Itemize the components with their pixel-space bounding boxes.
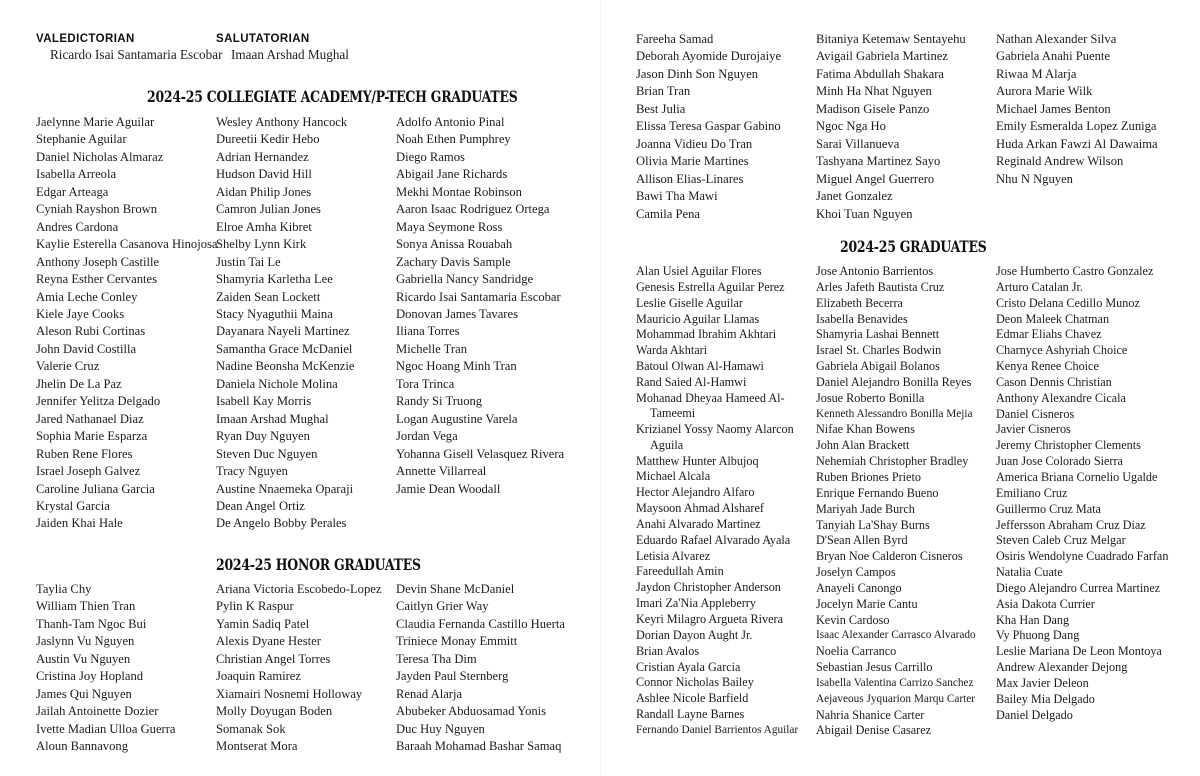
graduate-name: Sarai Villanueva xyxy=(816,136,900,151)
graduate-name: Ngoc Hoang Minh Tran xyxy=(396,359,517,374)
graduate-name: Jose Humberto Castro Gonzalez xyxy=(996,264,1154,278)
graduate-name: Noah Ethen Pumphrey xyxy=(396,132,511,147)
graduate-name: Aloun Bannavong xyxy=(36,739,128,754)
graduate-name: Ryan Duy Nguyen xyxy=(216,429,310,444)
graduate-name: Gabriela Anahi Puente xyxy=(996,49,1111,64)
graduate-name: Randall Layne Barnes xyxy=(636,707,745,722)
graduate-name: Jamie Dean Woodall xyxy=(396,481,501,496)
graduate-name: Edmar Eliahs Chavez xyxy=(996,327,1102,342)
graduate-name: Alexis Dyane Hester xyxy=(216,634,321,649)
graduate-name: De Angelo Bobby Perales xyxy=(216,516,347,531)
graduate-name: Caitlyn Grier Way xyxy=(396,599,489,614)
graduate-name: Charnyce Ashyriah Choice xyxy=(996,343,1128,358)
graduate-name: Fareeha Samad xyxy=(636,32,714,46)
graduate-name: Jailah Antoinette Dozier xyxy=(36,704,159,719)
graduate-name: Austin Vu Nguyen xyxy=(36,651,131,666)
graduate-name: Enrique Fernando Bueno xyxy=(816,485,939,500)
graduate-name: Anthony Joseph Castille xyxy=(36,254,160,269)
graduate-name: Kenya Renee Choice xyxy=(996,359,1099,374)
graduate-name: Max Javier Deleon xyxy=(996,675,1089,690)
graduate-name: Teresa Tha Dim xyxy=(396,651,477,666)
graduate-name: Shelby Lynn Kirk xyxy=(216,237,307,252)
graduate-name: Nhu N Nguyen xyxy=(996,171,1073,186)
graduates-heading: 2024-25 GRADUATES xyxy=(840,237,987,256)
graduate-name: Allison Elias-Linares xyxy=(636,171,744,186)
graduate-name: Aidan Philip Jones xyxy=(216,184,312,199)
graduate-name: Juan Jose Colorado Sierra xyxy=(996,454,1123,469)
graduate-name: Dorian Dayon Aught Jr. xyxy=(636,627,753,642)
graduate-name: Ruben Briones Prieto xyxy=(816,469,921,484)
graduate-name: Aaron Isaac Rodriguez Ortega xyxy=(396,202,550,217)
graduate-name: Alan Usiel Aguilar Flores xyxy=(636,264,762,278)
page-gutter xyxy=(600,0,601,776)
graduate-name: Jose Antonio Barrientos xyxy=(816,264,934,278)
graduate-name: Duc Huy Nguyen xyxy=(396,721,485,736)
graduate-name: Daniel Delgado xyxy=(996,707,1073,722)
honor-col-2 xyxy=(216,582,381,757)
graduate-name: Bitaniya Ketemaw Sentayehu xyxy=(816,32,966,46)
graduate-name: Jennifer Yelitza Delgado xyxy=(36,394,161,409)
graduate-name: Jaslynn Vu Nguyen xyxy=(36,634,135,649)
graduate-name: Mauricio Aguilar Llamas xyxy=(636,311,760,326)
graduate-name: Keyri Milagro Argueta Rivera xyxy=(636,611,783,626)
graduate-name: Josue Roberto Bonilla xyxy=(816,390,925,405)
graduate-name: Leslie Mariana De Leon Montoya xyxy=(996,644,1162,659)
graduate-name: Aurora Marie Wilk xyxy=(996,84,1093,99)
graduate-name: Isaac Alexander Carrasco Alvarado xyxy=(816,629,976,642)
graduate-name: Randy Si Truong xyxy=(396,394,483,409)
graduate-name: Miguel Angel Guerrero xyxy=(816,171,935,186)
graduate-name: Natalia Cuate xyxy=(996,565,1063,580)
graduate-name: Connor Nicholas Bailey xyxy=(636,675,754,690)
graduate-name: Hudson David Hill xyxy=(216,167,312,182)
graduate-name: Janet Gonzalez xyxy=(816,189,893,204)
graduate-name: Michael James Benton xyxy=(996,101,1111,116)
graduate-name: Osiris Wendolyne Cuadrado Farfan xyxy=(996,549,1169,564)
valedictorian-label: VALEDICTORIAN xyxy=(36,33,135,45)
graduate-name: Nifae Khan Bowens xyxy=(816,422,915,437)
graduate-name: Amia Leche Conley xyxy=(36,289,138,304)
graduate-name: Jaelynne Marie Aguilar xyxy=(36,115,155,129)
graduate-name: Valerie Cruz xyxy=(36,359,100,374)
graduate-name: Jayden Paul Sternberg xyxy=(396,669,509,684)
graduate-name: Sonya Anissa Rouabah xyxy=(396,237,513,252)
graduate-name: Montserat Mora xyxy=(216,739,298,754)
graduate-name: Kenneth Alessandro Bonilla Mejia xyxy=(816,407,973,420)
graduate-name: Michael Alcala xyxy=(636,469,711,484)
graduate-name: Jeremy Christopher Clements xyxy=(996,438,1141,453)
graduate-name: Adrian Hernandez xyxy=(216,149,309,164)
graduate-name: Cristo Delana Cedillo Munoz xyxy=(996,295,1140,310)
graduate-name: Arles Jafeth Bautista Cruz xyxy=(816,279,945,294)
graduate-name: Somanak Sok xyxy=(216,721,286,736)
graduate-name: Sophia Marie Esparza xyxy=(36,429,148,444)
graduate-name: Tanyiah La'Shay Burns xyxy=(816,517,930,532)
graduate-name: Guillermo Cruz Mata xyxy=(996,501,1101,516)
graduate-name: Camila Pena xyxy=(636,206,701,221)
graduate-name: Mohanad Dheyaa Hameed Al-Tameemi xyxy=(636,390,785,421)
graduate-name: Diego Alejandro Currea Martinez xyxy=(996,580,1161,595)
graduate-name: Maya Seymone Ross xyxy=(396,219,503,234)
graduate-name: Reyna Esther Cervantes xyxy=(36,272,157,287)
graduate-name: Ariana Victoria Escobedo-Lopez xyxy=(216,582,382,596)
graduate-name: Jason Dinh Son Nguyen xyxy=(636,66,759,81)
graduate-name: Mekhi Montae Robinson xyxy=(396,184,522,199)
salutatorian-name: Imaan Arshad Mughal xyxy=(231,47,349,62)
graduate-name: Ivette Madian Ulloa Guerra xyxy=(36,721,176,736)
graduate-name: Fernando Daniel Barrientos Aguilar xyxy=(636,723,799,736)
graduate-name: Mariyah Jade Burch xyxy=(816,501,915,516)
graduate-name: Elizabeth Becerra xyxy=(816,295,903,310)
graduate-name: America Briana Cornelio Ugalde xyxy=(996,469,1158,484)
graduate-name: Devin Shane McDaniel xyxy=(396,582,515,596)
graduates-col-3 xyxy=(996,264,1180,723)
graduate-name: Yohanna Gisell Velasquez Rivera xyxy=(396,446,565,461)
graduate-name: Eduardo Rafael Alvarado Ayala xyxy=(636,532,791,547)
graduate-name: Steven Caleb Cruz Melgar xyxy=(996,533,1126,548)
graduate-name: Andres Cardona xyxy=(36,219,119,234)
graduate-name: Cyniah Rayshon Brown xyxy=(36,202,158,217)
graduate-name: Pylin K Raspur xyxy=(216,599,294,614)
graduate-name: Daniel Nicholas Almaraz xyxy=(36,149,164,164)
graduate-name: Christian Angel Torres xyxy=(216,651,331,666)
graduates-col-2 xyxy=(816,264,976,739)
graduate-name: Daniel Cisneros xyxy=(996,406,1075,421)
graduate-name: Diego Ramos xyxy=(396,149,465,164)
graduate-name: Jaydon Christopher Anderson xyxy=(636,580,781,595)
graduate-name: Isabell Kay Morris xyxy=(216,394,312,409)
graduate-name: Triniece Monay Emmitt xyxy=(396,634,518,649)
graduate-name: John David Costilla xyxy=(36,341,137,356)
graduate-name: Aejaveous Jyquarion Marqu Carter xyxy=(816,692,976,705)
graduate-name: Michelle Tran xyxy=(396,341,468,356)
graduate-name: Khoi Tuan Nguyen xyxy=(816,206,913,221)
graduate-name: Sebastian Jesus Carrillo xyxy=(816,660,933,675)
graduate-name: Reginald Andrew Wilson xyxy=(996,154,1124,169)
graduate-name: Nehemiah Christopher Bradley xyxy=(816,454,969,469)
graduate-name: Shamyria Karletha Lee xyxy=(216,272,333,287)
collegiate-heading: 2024-25 COLLEGIATE ACADEMY/P-TECH GRADUATES xyxy=(147,87,518,106)
honor-col-5 xyxy=(816,32,966,224)
salutatorian-label: SALUTATORIAN xyxy=(216,33,310,45)
graduate-name: Ricardo Isai Santamaria Escobar xyxy=(396,289,561,304)
graduate-name: Cason Dennis Christian xyxy=(996,374,1112,389)
graduate-name: Isabella Valentina Carrizo Sanchez xyxy=(816,676,974,689)
graduate-name: Fareedullah Amin xyxy=(636,564,724,579)
graduate-name: Israel Joseph Galvez xyxy=(36,464,141,479)
graduate-name: Warda Akhtari xyxy=(636,343,708,358)
graduate-name: Daniela Nichole Molina xyxy=(216,376,338,391)
graduate-name: Molly Doyugan Boden xyxy=(216,704,333,719)
graduate-name: Emily Esmeralda Lopez Zuniga xyxy=(996,119,1157,134)
graduate-name: Javier Cisneros xyxy=(996,422,1071,437)
graduate-name: Matthew Hunter Albujoq xyxy=(636,453,759,468)
graduate-name: Samantha Grace McDaniel xyxy=(216,341,353,356)
graduate-name: Abigail Denise Casarez xyxy=(816,723,932,738)
graduate-name: Jhelin De La Paz xyxy=(36,376,122,391)
graduate-name: Anayeli Canongo xyxy=(816,580,902,595)
graduate-name: Edgar Arteaga xyxy=(36,184,109,199)
graduate-name: Olivia Marie Martines xyxy=(636,154,749,169)
graduate-name: Brian Avalos xyxy=(636,643,700,658)
collegiate-col-3 xyxy=(396,115,564,499)
graduate-name: Avigail Gabriela Martinez xyxy=(816,49,948,64)
graduate-name: Nathan Alexander Silva xyxy=(996,32,1117,46)
graduate-name: Wesley Anthony Hancock xyxy=(216,115,348,129)
graduate-name: Joselyn Campos xyxy=(816,565,896,580)
graduate-name: Asia Dakota Currier xyxy=(996,596,1095,611)
graduate-name: Fatima Abdullah Shakara xyxy=(816,66,945,81)
graduate-name: Noelia Carranco xyxy=(816,644,897,659)
graduate-name: Zachary Davis Sample xyxy=(396,254,511,269)
graduate-name: Isabella Arreola xyxy=(36,167,117,182)
graduate-name: Emiliano Cruz xyxy=(996,485,1068,500)
graduate-name: Joanna Vidieu Do Tran xyxy=(636,136,753,151)
graduate-name: Jocelyn Marie Cantu xyxy=(816,596,918,611)
graduate-name: Ruben Rene Flores xyxy=(36,446,133,461)
graduate-name: Baraah Mohamad Bashar Samaq xyxy=(396,739,562,754)
graduate-name: Hector Alejandro Alfaro xyxy=(636,485,755,500)
graduate-name: Krizianel Yossy Naomy Alarcon Aguila xyxy=(636,422,794,452)
honor-col-6 xyxy=(996,32,1158,189)
graduate-name: Abubeker Abduosamad Yonis xyxy=(396,704,547,719)
graduate-name: Isabella Benavides xyxy=(816,311,908,326)
graduate-name: Justin Tai Le xyxy=(216,254,281,269)
graduate-name: Huda Arkan Fawzi Al Dawaima xyxy=(996,136,1158,151)
graduate-name: Ashlee Nicole Barfield xyxy=(636,691,749,706)
graduate-name: Cristian Ayala Garcia xyxy=(636,659,741,674)
graduate-name: Aleson Rubi Cortinas xyxy=(36,324,146,339)
graduate-name: Jordan Vega xyxy=(396,429,458,444)
graduate-name: Genesis Estrella Aguilar Perez xyxy=(636,279,785,294)
graduate-name: Krystal Garcia xyxy=(36,498,110,513)
graduate-name: Elissa Teresa Gaspar Gabino xyxy=(636,119,781,134)
graduate-name: Jaiden Khai Hale xyxy=(36,516,123,531)
graduate-name: Claudia Fernanda Castillo Huerta xyxy=(396,616,565,631)
collegiate-col-1 xyxy=(36,115,218,534)
graduate-name: Brian Tran xyxy=(636,84,691,99)
graduate-name: Best Julia xyxy=(636,101,686,116)
honor-col-4 xyxy=(636,32,781,224)
graduate-name: Camron Julian Jones xyxy=(216,202,321,217)
honor-col-3 xyxy=(396,582,565,757)
graduate-name: Annette Villarreal xyxy=(396,464,487,479)
graduate-name: Cristina Joy Hopland xyxy=(36,669,144,684)
graduate-name: Tracy Nguyen xyxy=(216,464,288,479)
graduate-name: Zaiden Sean Lockett xyxy=(216,289,321,304)
graduate-name: Caroline Juliana Garcia xyxy=(36,481,155,496)
graduate-name: Arturo Catalan Jr. xyxy=(996,279,1083,294)
graduate-name: Bawi Tha Mawi xyxy=(636,189,718,204)
graduate-name: Letisia Alvarez xyxy=(636,548,711,563)
graduate-name: Deon Maleek Chatman xyxy=(996,311,1110,326)
graduate-name: Austine Nnaemeka Oparaji xyxy=(216,481,354,496)
graduate-name: Adolfo Antonio Pinal xyxy=(396,115,505,129)
graduate-name: Renad Alarja xyxy=(396,686,463,701)
graduate-name: Batoul Olwan Al-Hamawi xyxy=(636,359,764,374)
graduate-name: Deborah Ayomide Durojaiye xyxy=(636,49,782,64)
graduate-name: Dureetii Kedir Hebo xyxy=(216,132,320,147)
graduate-name: Kiele Jaye Cooks xyxy=(36,306,125,321)
graduate-name: Bailey Mia Delgado xyxy=(996,691,1095,706)
graduate-name: Daniel Alejandro Bonilla Reyes xyxy=(816,374,972,389)
graduate-name: John Alan Brackett xyxy=(816,438,910,453)
graduate-name: Bryan Noe Calderon Cisneros xyxy=(816,549,963,564)
graduate-name: Iliana Torres xyxy=(396,324,460,339)
graduate-name: Anahi Alvarado Martinez xyxy=(636,516,761,531)
graduate-name: Thanh-Tam Ngoc Bui xyxy=(36,616,147,631)
graduate-name: Israel St. Charles Bodwin xyxy=(816,343,942,358)
graduate-name: Donovan James Tavares xyxy=(396,306,518,321)
graduate-name: Andrew Alexander Dejong xyxy=(996,660,1128,675)
honor-col-1 xyxy=(36,582,176,757)
graduate-name: Anthony Alexandre Cicala xyxy=(996,390,1126,405)
graduate-name: Kaylie Esterella Casanova Hinojosa xyxy=(36,237,218,252)
graduate-name: Rand Saied Al-Hamwi xyxy=(636,374,747,389)
graduate-name: Ngoc Nga Ho xyxy=(816,119,886,134)
graduate-name: Taylia Chy xyxy=(36,582,92,596)
graduate-name: Steven Duc Nguyen xyxy=(216,446,318,461)
graduate-name: Maysoon Ahmad Alsharef xyxy=(636,501,764,516)
honor-heading: 2024-25 HONOR GRADUATES xyxy=(216,555,421,574)
graduate-name: Leslie Giselle Aguilar xyxy=(636,295,743,310)
graduate-name: Tashyana Martinez Sayo xyxy=(816,154,941,169)
graduate-name: D'Sean Allen Byrd xyxy=(816,533,908,548)
graduate-name: Elroe Amha Kibret xyxy=(216,219,312,234)
graduate-name: Dayanara Nayeli Martinez xyxy=(216,324,350,339)
graduate-name: Shamyria Lashai Bennett xyxy=(816,327,940,342)
graduate-name: Xiamairi Nosnemi Holloway xyxy=(216,686,363,701)
graduate-name: Vy Phuong Dang xyxy=(996,628,1080,643)
graduate-name: Nadine Beonsha McKenzie xyxy=(216,359,355,374)
valedictorian-name: Ricardo Isai Santamaria Escobar xyxy=(50,47,223,62)
graduate-name: Nahria Shanice Carter xyxy=(816,707,925,722)
graduate-name: Mohammad Ibrahim Akhtari xyxy=(636,327,777,342)
graduate-name: Gabriela Abigail Bolanos xyxy=(816,359,940,374)
graduate-name: James Qui Nguyen xyxy=(36,686,132,701)
graduate-name: Gabriella Nancy Sandridge xyxy=(396,272,534,287)
graduate-name: Minh Ha Nhat Nguyen xyxy=(816,84,932,99)
graduate-name: William Thien Tran xyxy=(36,599,136,614)
graduate-name: Jeffersson Abraham Cruz Diaz xyxy=(996,517,1146,532)
graduate-name: Kha Han Dang xyxy=(996,612,1070,627)
graduate-name: Tora Trinca xyxy=(396,376,455,391)
graduate-name: Stephanie Aguilar xyxy=(36,132,127,147)
graduate-name: Abigail Jane Richards xyxy=(396,167,508,182)
graduate-name: Joaquin Ramirez xyxy=(216,669,301,684)
graduate-name: Riwaa M Alarja xyxy=(996,66,1077,81)
collegiate-col-2 xyxy=(216,115,354,534)
graduate-name: Stacy Nyaguthii Maina xyxy=(216,306,333,321)
graduate-name: Imaan Arshad Mughal xyxy=(216,411,329,426)
graduate-name: Kevin Cardoso xyxy=(816,612,890,627)
graduate-name: Madison Gisele Panzo xyxy=(816,101,930,116)
graduates-col-1 xyxy=(636,264,820,739)
graduate-name: Yamin Sadiq Patel xyxy=(216,616,310,631)
graduate-name: Imari Za'Nia Appleberry xyxy=(636,596,756,611)
graduate-name: Logan Augustine Varela xyxy=(396,411,518,426)
graduate-name: Jared Nathanael Diaz xyxy=(36,411,144,426)
graduate-name: Dean Angel Ortiz xyxy=(216,498,305,513)
